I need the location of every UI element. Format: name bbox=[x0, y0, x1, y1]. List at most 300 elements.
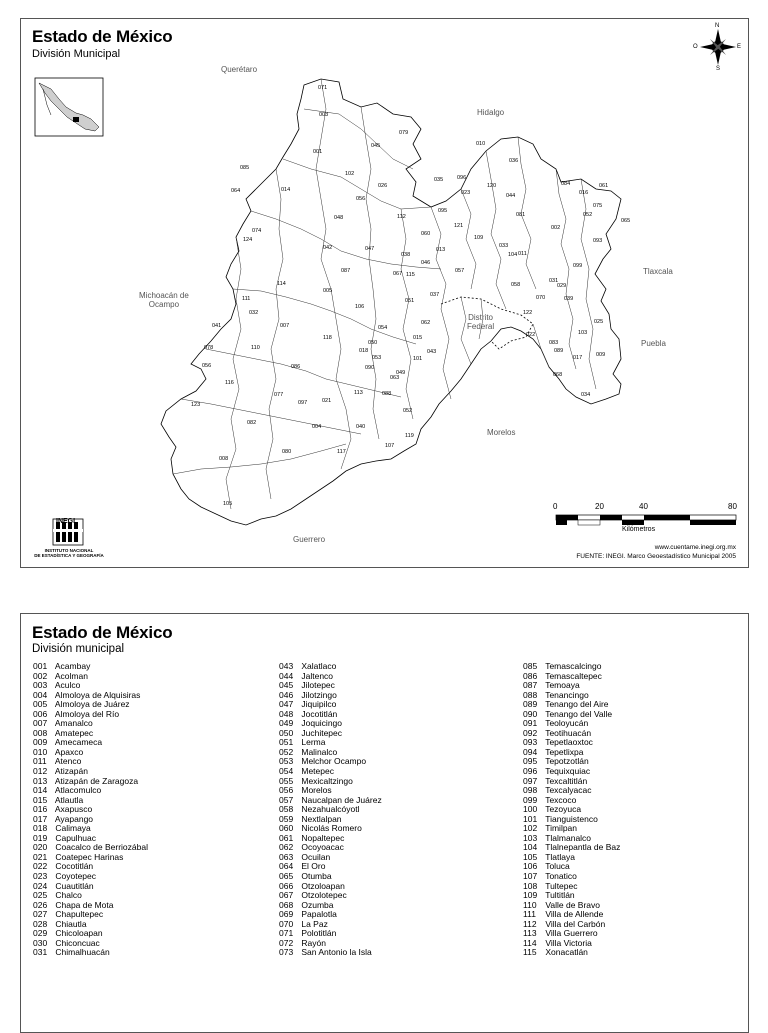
municipality-code-label: 120 bbox=[487, 183, 497, 189]
municipality-code-label: 042 bbox=[323, 245, 333, 251]
municipality-number: 105 bbox=[523, 851, 538, 862]
municipality-name: Ocoyoacac bbox=[299, 842, 344, 853]
municipality-code-label: 039 bbox=[564, 296, 574, 302]
municipality-number: 028 bbox=[33, 918, 48, 929]
municipality-number: 064 bbox=[279, 861, 294, 872]
municipality-name: Nicolás Romero bbox=[299, 823, 362, 834]
municipality-number: 069 bbox=[279, 909, 294, 920]
municipality-name: Almoloya de Alquisiras bbox=[53, 689, 141, 700]
municipality-number: 044 bbox=[279, 670, 294, 681]
municipality-number: 068 bbox=[279, 899, 294, 910]
municipality-name: Coacalco de Berriozábal bbox=[53, 842, 148, 853]
logo-caption bbox=[29, 548, 109, 558]
municipality-name: Atizapán de Zaragoza bbox=[53, 775, 139, 786]
municipality-number: 066 bbox=[279, 880, 294, 891]
municipality-number: 096 bbox=[523, 766, 538, 777]
municipality-code-label: 063 bbox=[390, 375, 400, 381]
municipality-number: 017 bbox=[33, 813, 48, 824]
municipality-code-label: 011 bbox=[518, 251, 527, 257]
municipality-number: 003 bbox=[33, 680, 48, 691]
municipality-item bbox=[279, 929, 382, 939]
municipality-code-label: 064 bbox=[231, 188, 241, 194]
municipality-code-label: 110 bbox=[251, 345, 260, 351]
municipality-code-label: 078 bbox=[204, 345, 214, 351]
municipality-name: Metepec bbox=[299, 766, 334, 777]
municipality-code-label: 008 bbox=[219, 456, 229, 462]
label-distrito-federal bbox=[467, 313, 494, 331]
municipality-code-label: 003 bbox=[319, 112, 329, 118]
municipality-number: 012 bbox=[33, 766, 48, 777]
compass-s: S bbox=[716, 66, 721, 72]
municipality-number: 025 bbox=[33, 890, 48, 901]
municipality-code-label: 045 bbox=[371, 143, 381, 149]
municipality-name: Teotihuacán bbox=[543, 727, 592, 738]
municipality-code-label: 038 bbox=[401, 252, 411, 258]
municipality-name: Papalotla bbox=[299, 909, 337, 920]
municipality-number: 016 bbox=[33, 804, 48, 815]
municipality-name: Tepetlixpa bbox=[543, 746, 584, 757]
municipality-number: 021 bbox=[33, 851, 48, 862]
municipality-code-label: 061 bbox=[599, 183, 609, 189]
municipality-code-label: 060 bbox=[421, 231, 431, 237]
municipality-code-label: 048 bbox=[334, 215, 344, 221]
municipality-number: 022 bbox=[33, 861, 48, 872]
municipality-name: Chapa de Mota bbox=[53, 899, 114, 910]
municipality-name: Chalco bbox=[53, 890, 82, 901]
municipality-code-label: 022 bbox=[526, 332, 536, 338]
municipality-name: Chicoloapan bbox=[53, 928, 103, 939]
municipality-name: Ozumba bbox=[299, 899, 334, 910]
municipality-code-label: 002 bbox=[551, 225, 561, 231]
municipality-number: 007 bbox=[33, 718, 48, 729]
municipality-name: Atlacomulco bbox=[53, 785, 102, 796]
municipality-code-label: 021 bbox=[322, 398, 332, 404]
municipality-name: Xonacatlán bbox=[543, 947, 588, 958]
municipality-code-label: 037 bbox=[430, 292, 440, 298]
municipality-number: 043 bbox=[279, 661, 294, 671]
municipality-code-label: 086 bbox=[291, 364, 301, 370]
municipality-name: Xalatlaco bbox=[299, 661, 337, 671]
municipality-name: Otzoloapan bbox=[299, 880, 345, 891]
municipality-name: Tlalnepantla de Baz bbox=[543, 842, 621, 853]
municipality-number: 092 bbox=[523, 727, 538, 738]
label-michoacan bbox=[139, 291, 189, 309]
municipality-name: Jilotepec bbox=[299, 680, 335, 691]
municipality-code-label: 036 bbox=[509, 158, 519, 164]
municipality-code-label: 050 bbox=[368, 340, 378, 346]
municipality-name: Coyotepec bbox=[53, 871, 96, 882]
municipality-number: 058 bbox=[279, 804, 294, 815]
municipality-code-label: 112 bbox=[397, 214, 406, 220]
municipality-code-label: 102 bbox=[345, 171, 355, 177]
municipality-number: 110 bbox=[523, 899, 537, 910]
municipality-name: Nextlalpan bbox=[299, 813, 342, 824]
municipality-number: 099 bbox=[523, 794, 538, 805]
municipality-number: 062 bbox=[279, 842, 294, 853]
municipality-code-label: 095 bbox=[438, 208, 448, 214]
state-outline bbox=[161, 79, 621, 525]
municipality-code-label: 062 bbox=[421, 320, 431, 326]
municipality-code-label: 018 bbox=[359, 348, 369, 354]
municipality-number: 024 bbox=[33, 880, 48, 891]
municipality-code-label: 121 bbox=[454, 223, 464, 229]
municipality-code-label: 035 bbox=[434, 177, 444, 183]
municipality-name: Cuautitlán bbox=[53, 880, 94, 891]
municipality-number: 098 bbox=[523, 785, 538, 796]
municipality-code-label: 010 bbox=[476, 141, 486, 147]
municipality-code-label: 040 bbox=[356, 424, 366, 430]
municipality-item bbox=[279, 910, 382, 920]
municipality-name: Malinalco bbox=[299, 746, 338, 757]
municipality-code-label: 113 bbox=[354, 390, 363, 396]
municipality-code-label: 031 bbox=[549, 278, 559, 284]
municipality-name: Tenango del Valle bbox=[543, 708, 613, 719]
label-tlaxcala: Tlaxcala bbox=[643, 267, 673, 276]
municipality-name: Mexicaltzingo bbox=[299, 775, 353, 786]
municipality-number: 061 bbox=[279, 832, 294, 843]
municipality-name: Calimaya bbox=[53, 823, 91, 834]
municipality-item bbox=[523, 948, 620, 958]
municipality-code-label: 005 bbox=[323, 288, 333, 294]
municipality-number: 095 bbox=[523, 756, 538, 767]
municipality-number: 094 bbox=[523, 746, 538, 757]
municipality-name: Texcaltitlán bbox=[543, 775, 588, 786]
municipality-code-label: 032 bbox=[249, 310, 259, 316]
municipality-number: 018 bbox=[33, 823, 48, 834]
municipality-number: 008 bbox=[33, 727, 48, 738]
municipality-number: 111 bbox=[523, 909, 536, 920]
municipality-code-label: 068 bbox=[553, 372, 563, 378]
municipality-name: Joquicingo bbox=[299, 718, 343, 729]
municipality-item bbox=[33, 672, 148, 682]
municipality-code-label: 084 bbox=[561, 181, 571, 187]
municipality-item bbox=[279, 948, 382, 958]
municipality-code-label: 013 bbox=[436, 247, 446, 253]
municipality-name: Capulhuac bbox=[53, 832, 97, 843]
municipality-name: Tepotzotlán bbox=[543, 756, 589, 767]
municipality-code-label: 052 bbox=[583, 212, 593, 218]
municipality-number: 005 bbox=[33, 699, 48, 710]
municipality-name: Jocotitlán bbox=[299, 708, 338, 719]
municipality-number: 107 bbox=[523, 871, 538, 882]
municipality-number: 045 bbox=[279, 680, 294, 691]
municipality-item bbox=[33, 757, 148, 767]
municipality-number: 047 bbox=[279, 699, 294, 710]
municipality-code-label: 116 bbox=[225, 380, 234, 386]
municipality-code-label: 087 bbox=[341, 268, 351, 274]
municipality-code-label: 079 bbox=[399, 130, 409, 136]
municipality-item bbox=[33, 748, 148, 758]
municipality-name: Amecameca bbox=[53, 737, 103, 748]
municipality-number: 109 bbox=[523, 890, 538, 901]
municipality-code-label: 101 bbox=[413, 356, 423, 362]
label-michoacan-line1: Michoacán de bbox=[139, 291, 189, 300]
municipality-number: 072 bbox=[279, 937, 294, 948]
municipality-name: Tenango del Aire bbox=[543, 699, 609, 710]
map-panel bbox=[20, 18, 749, 568]
municipality-name: Aculco bbox=[53, 680, 81, 691]
municipality-number: 104 bbox=[523, 842, 538, 853]
municipality-number: 113 bbox=[523, 928, 537, 939]
municipality-code-label: 103 bbox=[578, 330, 588, 336]
municipality-code-label: 105 bbox=[223, 501, 233, 507]
municipality-name: Jaltenco bbox=[299, 670, 334, 681]
municipality-number: 030 bbox=[33, 937, 48, 948]
municipality-item bbox=[33, 738, 148, 748]
municipality-number: 055 bbox=[279, 775, 294, 786]
municipality-code-label: 077 bbox=[274, 392, 284, 398]
municipality-name: La Paz bbox=[299, 918, 328, 929]
municipality-name: Tianguistenco bbox=[543, 813, 598, 824]
municipality-code-label: 118 bbox=[323, 335, 332, 341]
municipality-code-label: 046 bbox=[421, 260, 431, 266]
municipality-number: 100 bbox=[523, 804, 538, 815]
list-column-1 bbox=[33, 662, 148, 958]
municipality-name: Otumba bbox=[299, 871, 332, 882]
municipality-code-label: 085 bbox=[240, 165, 250, 171]
municipality-code-label: 052 bbox=[403, 408, 413, 414]
municipality-name: Teoloyucán bbox=[543, 718, 589, 729]
municipality-code-label: 029 bbox=[557, 283, 567, 289]
municipality-code-label: 099 bbox=[573, 263, 583, 269]
municipality-code-label: 074 bbox=[252, 228, 262, 234]
municipality-number: 090 bbox=[523, 708, 538, 719]
municipality-number: 057 bbox=[279, 794, 294, 805]
municipality-code-label: 054 bbox=[378, 325, 388, 331]
municipality-name: Tultepec bbox=[543, 880, 578, 891]
municipality-name: Jilotzingo bbox=[299, 689, 337, 700]
municipality-number: 063 bbox=[279, 851, 294, 862]
municipality-item bbox=[279, 843, 382, 853]
municipality-number: 029 bbox=[33, 928, 48, 939]
municipality-code-label: 123 bbox=[191, 402, 201, 408]
municipality-name: Temascalcingo bbox=[543, 661, 602, 671]
municipality-name: Coatepec Harinas bbox=[53, 851, 124, 862]
municipality-code-label: 016 bbox=[579, 190, 589, 196]
municipality-code-label: 111 bbox=[242, 296, 251, 302]
compass-o: O bbox=[693, 44, 698, 50]
municipality-name: Amanalco bbox=[53, 718, 93, 729]
label-distrito-line2: Federal bbox=[467, 322, 495, 331]
municipality-number: 106 bbox=[523, 861, 538, 872]
municipality-code-label: 114 bbox=[277, 281, 286, 287]
list-column-3 bbox=[523, 662, 620, 958]
municipality-code-label: 071 bbox=[318, 85, 328, 91]
municipality-number: 027 bbox=[33, 909, 48, 920]
municipality-number: 020 bbox=[33, 842, 48, 853]
municipality-code-label: 093 bbox=[593, 238, 603, 244]
municipality-name: Rayón bbox=[299, 937, 326, 948]
municipality-name: Nopaltepec bbox=[299, 832, 345, 843]
municipality-number: 060 bbox=[279, 823, 294, 834]
municipality-number: 054 bbox=[279, 766, 294, 777]
municipality-name: Ayapango bbox=[53, 813, 94, 824]
municipality-name: Chimalhuacán bbox=[53, 947, 110, 958]
municipality-item bbox=[279, 853, 382, 863]
municipality-item bbox=[33, 786, 148, 796]
municipality-number: 073 bbox=[279, 947, 294, 958]
municipality-number: 097 bbox=[523, 775, 538, 786]
municipality-code-label: 107 bbox=[385, 443, 395, 449]
municipality-name: Tultitlán bbox=[543, 890, 575, 901]
municipality-code-label: 097 bbox=[298, 400, 308, 406]
municipality-name: Otzolotepec bbox=[299, 890, 347, 901]
logo-caption-line1: INSTITUTO NACIONAL bbox=[44, 548, 94, 553]
municipality-number: 059 bbox=[279, 813, 294, 824]
scale-tick-0: 0 bbox=[553, 502, 558, 511]
municipality-name: Tezoyuca bbox=[543, 804, 582, 815]
municipality-code-label: 007 bbox=[280, 323, 290, 329]
municipality-code-label: 115 bbox=[406, 272, 415, 278]
mexico-inset-map bbox=[35, 78, 103, 136]
municipality-code-label: 051 bbox=[405, 298, 415, 304]
municipality-number: 001 bbox=[33, 661, 48, 671]
municipality-code-label: 089 bbox=[554, 348, 564, 354]
municipality-number: 009 bbox=[33, 737, 48, 748]
municipality-code-label: 124 bbox=[243, 237, 253, 243]
municipality-name: Acambay bbox=[53, 661, 91, 671]
municipality-code-label: 096 bbox=[457, 175, 467, 181]
municipality-code-label: 065 bbox=[621, 218, 631, 224]
municipality-name: Cocotitlán bbox=[53, 861, 94, 872]
municipality-number: 013 bbox=[33, 775, 48, 786]
municipality-code-label: 017 bbox=[573, 355, 583, 361]
municipality-name: Atizapán bbox=[53, 766, 88, 777]
municipality-code-label: 056 bbox=[202, 363, 212, 369]
label-puebla: Puebla bbox=[641, 339, 666, 348]
municipality-name: Ocuilan bbox=[299, 851, 331, 862]
municipality-number: 002 bbox=[33, 670, 48, 681]
compass-e: E bbox=[737, 44, 742, 50]
municipality-number: 053 bbox=[279, 756, 294, 767]
municipality-number: 089 bbox=[523, 699, 538, 710]
municipality-number: 011 bbox=[33, 756, 47, 767]
municipality-name: Tlatlaya bbox=[543, 851, 575, 862]
label-hidalgo: Hidalgo bbox=[477, 108, 505, 117]
list-title: Estado de México bbox=[32, 623, 173, 642]
municipality-code-label: 057 bbox=[455, 268, 465, 274]
municipality-name: Temoaya bbox=[543, 680, 580, 691]
municipality-item bbox=[33, 882, 148, 892]
municipality-code-label: 047 bbox=[365, 246, 375, 252]
map-subtitle: División Municipal bbox=[32, 48, 121, 60]
compass-rose-icon bbox=[700, 29, 736, 65]
municipality-number: 115 bbox=[523, 947, 537, 958]
municipality-number: 046 bbox=[279, 689, 294, 700]
municipality-name: Tenancingo bbox=[543, 689, 589, 700]
municipality-code-label: 104 bbox=[508, 252, 518, 258]
label-queretaro: Querétaro bbox=[221, 65, 258, 74]
municipality-code-label: 033 bbox=[499, 243, 509, 249]
municipality-number: 070 bbox=[279, 918, 294, 929]
scale-tick-20: 20 bbox=[595, 502, 604, 511]
municipality-number: 023 bbox=[33, 871, 48, 882]
municipality-number: 006 bbox=[33, 708, 48, 719]
municipality-number: 056 bbox=[279, 785, 294, 796]
logo-text: INEGI bbox=[56, 518, 76, 525]
municipality-number: 031 bbox=[33, 947, 48, 958]
municipality-name: Villa de Allende bbox=[543, 909, 604, 920]
municipality-number: 112 bbox=[523, 918, 537, 929]
municipality-name: Lerma bbox=[299, 737, 326, 748]
municipality-name: Juchitepec bbox=[299, 727, 342, 738]
municipality-name: Melchor Ocampo bbox=[299, 756, 367, 767]
municipality-number: 088 bbox=[523, 689, 538, 700]
list-column-2 bbox=[279, 662, 382, 958]
municipality-name: Texcalyacac bbox=[543, 785, 592, 796]
municipality-code-label: 088 bbox=[382, 391, 392, 397]
municipality-name: Chiautla bbox=[53, 918, 87, 929]
municipality-code-label: 119 bbox=[405, 433, 414, 439]
municipality-number: 014 bbox=[33, 785, 48, 796]
municipality-code-label: 044 bbox=[506, 193, 516, 199]
municipality-number: 067 bbox=[279, 890, 294, 901]
municipality-number: 101 bbox=[523, 813, 538, 824]
municipality-number: 051 bbox=[279, 737, 294, 748]
municipality-name: Villa Guerrero bbox=[543, 928, 598, 939]
municipality-code-label: 043 bbox=[427, 349, 437, 355]
municipality-name: Polotitlán bbox=[299, 928, 337, 939]
municipality-name: Almoloya del Río bbox=[53, 708, 120, 719]
municipality-code-label: 015 bbox=[413, 335, 423, 341]
municipality-number: 071 bbox=[279, 928, 294, 939]
municipality-code-label: 106 bbox=[355, 304, 365, 310]
municipality-number: 091 bbox=[523, 718, 538, 729]
scale-unit: Kilómetros bbox=[622, 526, 656, 533]
municipality-item bbox=[33, 910, 148, 920]
municipality-number: 108 bbox=[523, 880, 538, 891]
municipality-code-label: 026 bbox=[378, 183, 388, 189]
source-credit: FUENTE: INEGI. Marco Geoestadístico Municipal 2005 bbox=[576, 553, 736, 560]
municipality-name: Tepetlaoxtoc bbox=[543, 737, 593, 748]
municipality-number: 048 bbox=[279, 708, 294, 719]
label-morelos: Morelos bbox=[487, 428, 516, 437]
municipality-name: Atlautla bbox=[53, 794, 84, 805]
municipality-code-label: 080 bbox=[282, 449, 292, 455]
municipality-number: 065 bbox=[279, 871, 294, 882]
municipality-name: Jiquipilco bbox=[299, 699, 337, 710]
municipality-code-label: 082 bbox=[247, 420, 257, 426]
label-guerrero: Guerrero bbox=[293, 535, 326, 544]
municipality-name: Acolman bbox=[53, 670, 88, 681]
municipality-number: 026 bbox=[33, 899, 48, 910]
label-michoacan-line2: Ocampo bbox=[148, 300, 180, 309]
municipality-code-label: 081 bbox=[516, 212, 526, 218]
municipality-code-label: 049 bbox=[396, 370, 406, 376]
scale-bar bbox=[556, 515, 736, 525]
municipal-map bbox=[21, 19, 750, 569]
municipality-code-label: 109 bbox=[474, 235, 484, 241]
municipality-name: Toluca bbox=[543, 861, 570, 872]
municipality-code-label: 034 bbox=[581, 392, 591, 398]
municipality-name: Villa Victoria bbox=[543, 937, 592, 948]
scale-tick-80: 80 bbox=[728, 502, 737, 511]
scale-tick-40: 40 bbox=[639, 502, 648, 511]
list-subtitle: División municipal bbox=[32, 643, 125, 655]
municipality-item bbox=[33, 948, 148, 958]
municipality-code-label: 041 bbox=[212, 323, 222, 329]
municipality-number: 085 bbox=[523, 661, 538, 671]
municipality-code-label: 067 bbox=[393, 271, 403, 277]
municipality-code-label: 009 bbox=[596, 352, 606, 358]
municipality-name: Tonatico bbox=[543, 871, 577, 882]
municipality-number: 102 bbox=[523, 823, 538, 834]
municipality-code-label: 090 bbox=[365, 365, 375, 371]
municipality-number: 015 bbox=[33, 794, 48, 805]
municipality-number: 050 bbox=[279, 727, 294, 738]
municipality-number: 010 bbox=[33, 746, 48, 757]
municipality-item bbox=[279, 729, 382, 739]
